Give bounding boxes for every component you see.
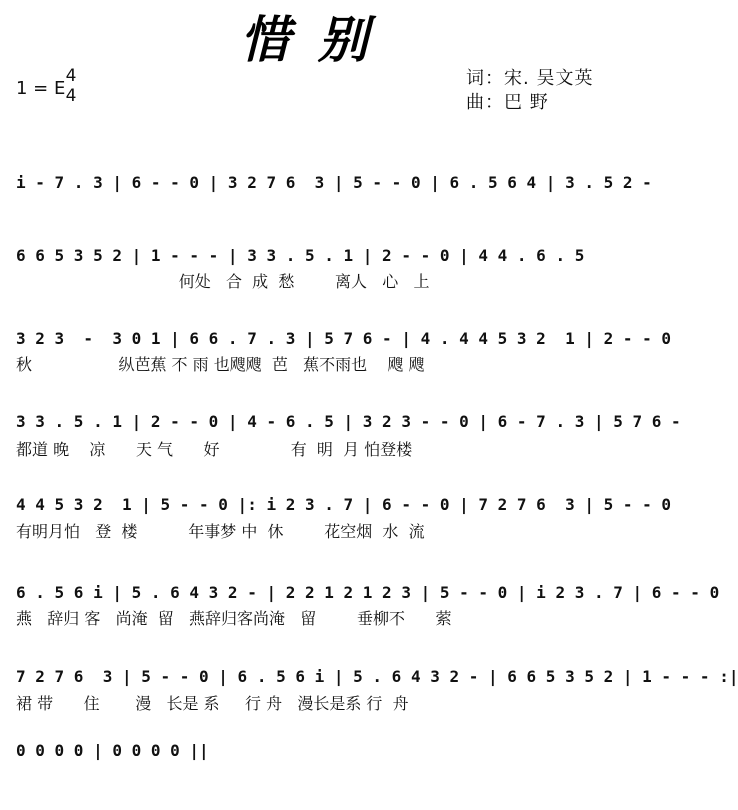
- lyrics-row-4: 都道 晚 凉 天 气 好 有 明 月 怕登楼: [16, 440, 413, 459]
- notation-row-3: 3 2 3 - 3 0 1 | 6 6 . 7 . 3 | 5 7 6 - | 4 . 4 4 5 3 2 1 | 2 - - 0: [16, 329, 672, 348]
- notation-row-8: 0 0 0 0 | 0 0 0 0 ||: [16, 741, 209, 760]
- notation-row-2: 6 6 5 3 5 2 | 1 - - - | 3 3 . 5 . 1 | 2 - - 0 | 4 4 . 6 . 5: [16, 246, 585, 265]
- notation-row-6: 6 . 5 6 i | 5 . 6 4 3 2 - | 2 2 1 2 1 2 3 | 5 - - 0 | i 2 3 . 7 | 6 - - 0: [16, 583, 720, 602]
- lyrics-row-1: [16, 200, 632, 224]
- time-signature-top: 4: [65, 66, 77, 86]
- lyrics-row-3: 秋 纵芭蕉 不 雨 也飕飕 芭 蕉不雨也 飕 飕: [16, 355, 425, 374]
- notation-row-1: i - 7 . 3 | 6 - - 0 | 3 2 7 6 3 | 5 - - 0 | 6 . 5 6 4 | 3 . 5 2 -: [16, 173, 652, 192]
- lyricist-credit: 词：宋. 吴文英: [466, 68, 594, 89]
- lyrics-row-6: 燕 辞归 客 尚淹 留 燕辞归客尚淹 留 垂柳不 萦: [16, 609, 452, 628]
- notation-row-4: 3 3 . 5 . 1 | 2 - - 0 | 4 - 6 . 5 | 3 2 3 - - 0 | 6 - 7 . 3 | 5 7 6 -: [16, 412, 681, 431]
- lyrics-row-2: 何处 合 成 愁 离人 心 上: [16, 272, 430, 291]
- time-signature: [64, 66, 78, 106]
- composer-credit: 曲：巴 野: [466, 92, 549, 113]
- notation-row-5: 4 4 5 3 2 1 | 5 - - 0 |: i 2 3 . 7 | 6 - - 0 | 7 2 7 6 3 | 5 - - 0: [16, 495, 672, 514]
- lyrics-row-7: 裙 带 住 漫 长是 系 行 舟 漫长是系 行 舟: [16, 694, 409, 713]
- lyrics-row-5: 有明月怕 登 楼 年事梦 中 休 花空烟 水 流: [16, 522, 425, 541]
- key-signature: 1 = E: [16, 78, 66, 99]
- song-title: 惜别: [240, 10, 396, 69]
- time-signature-bottom: 4: [65, 86, 77, 106]
- notation-row-7: 7 2 7 6 3 | 5 - - 0 | 6 . 5 6 i | 5 . 6 4 3 2 - | 6 6 5 3 5 2 | 1 - - - :|: [16, 667, 738, 686]
